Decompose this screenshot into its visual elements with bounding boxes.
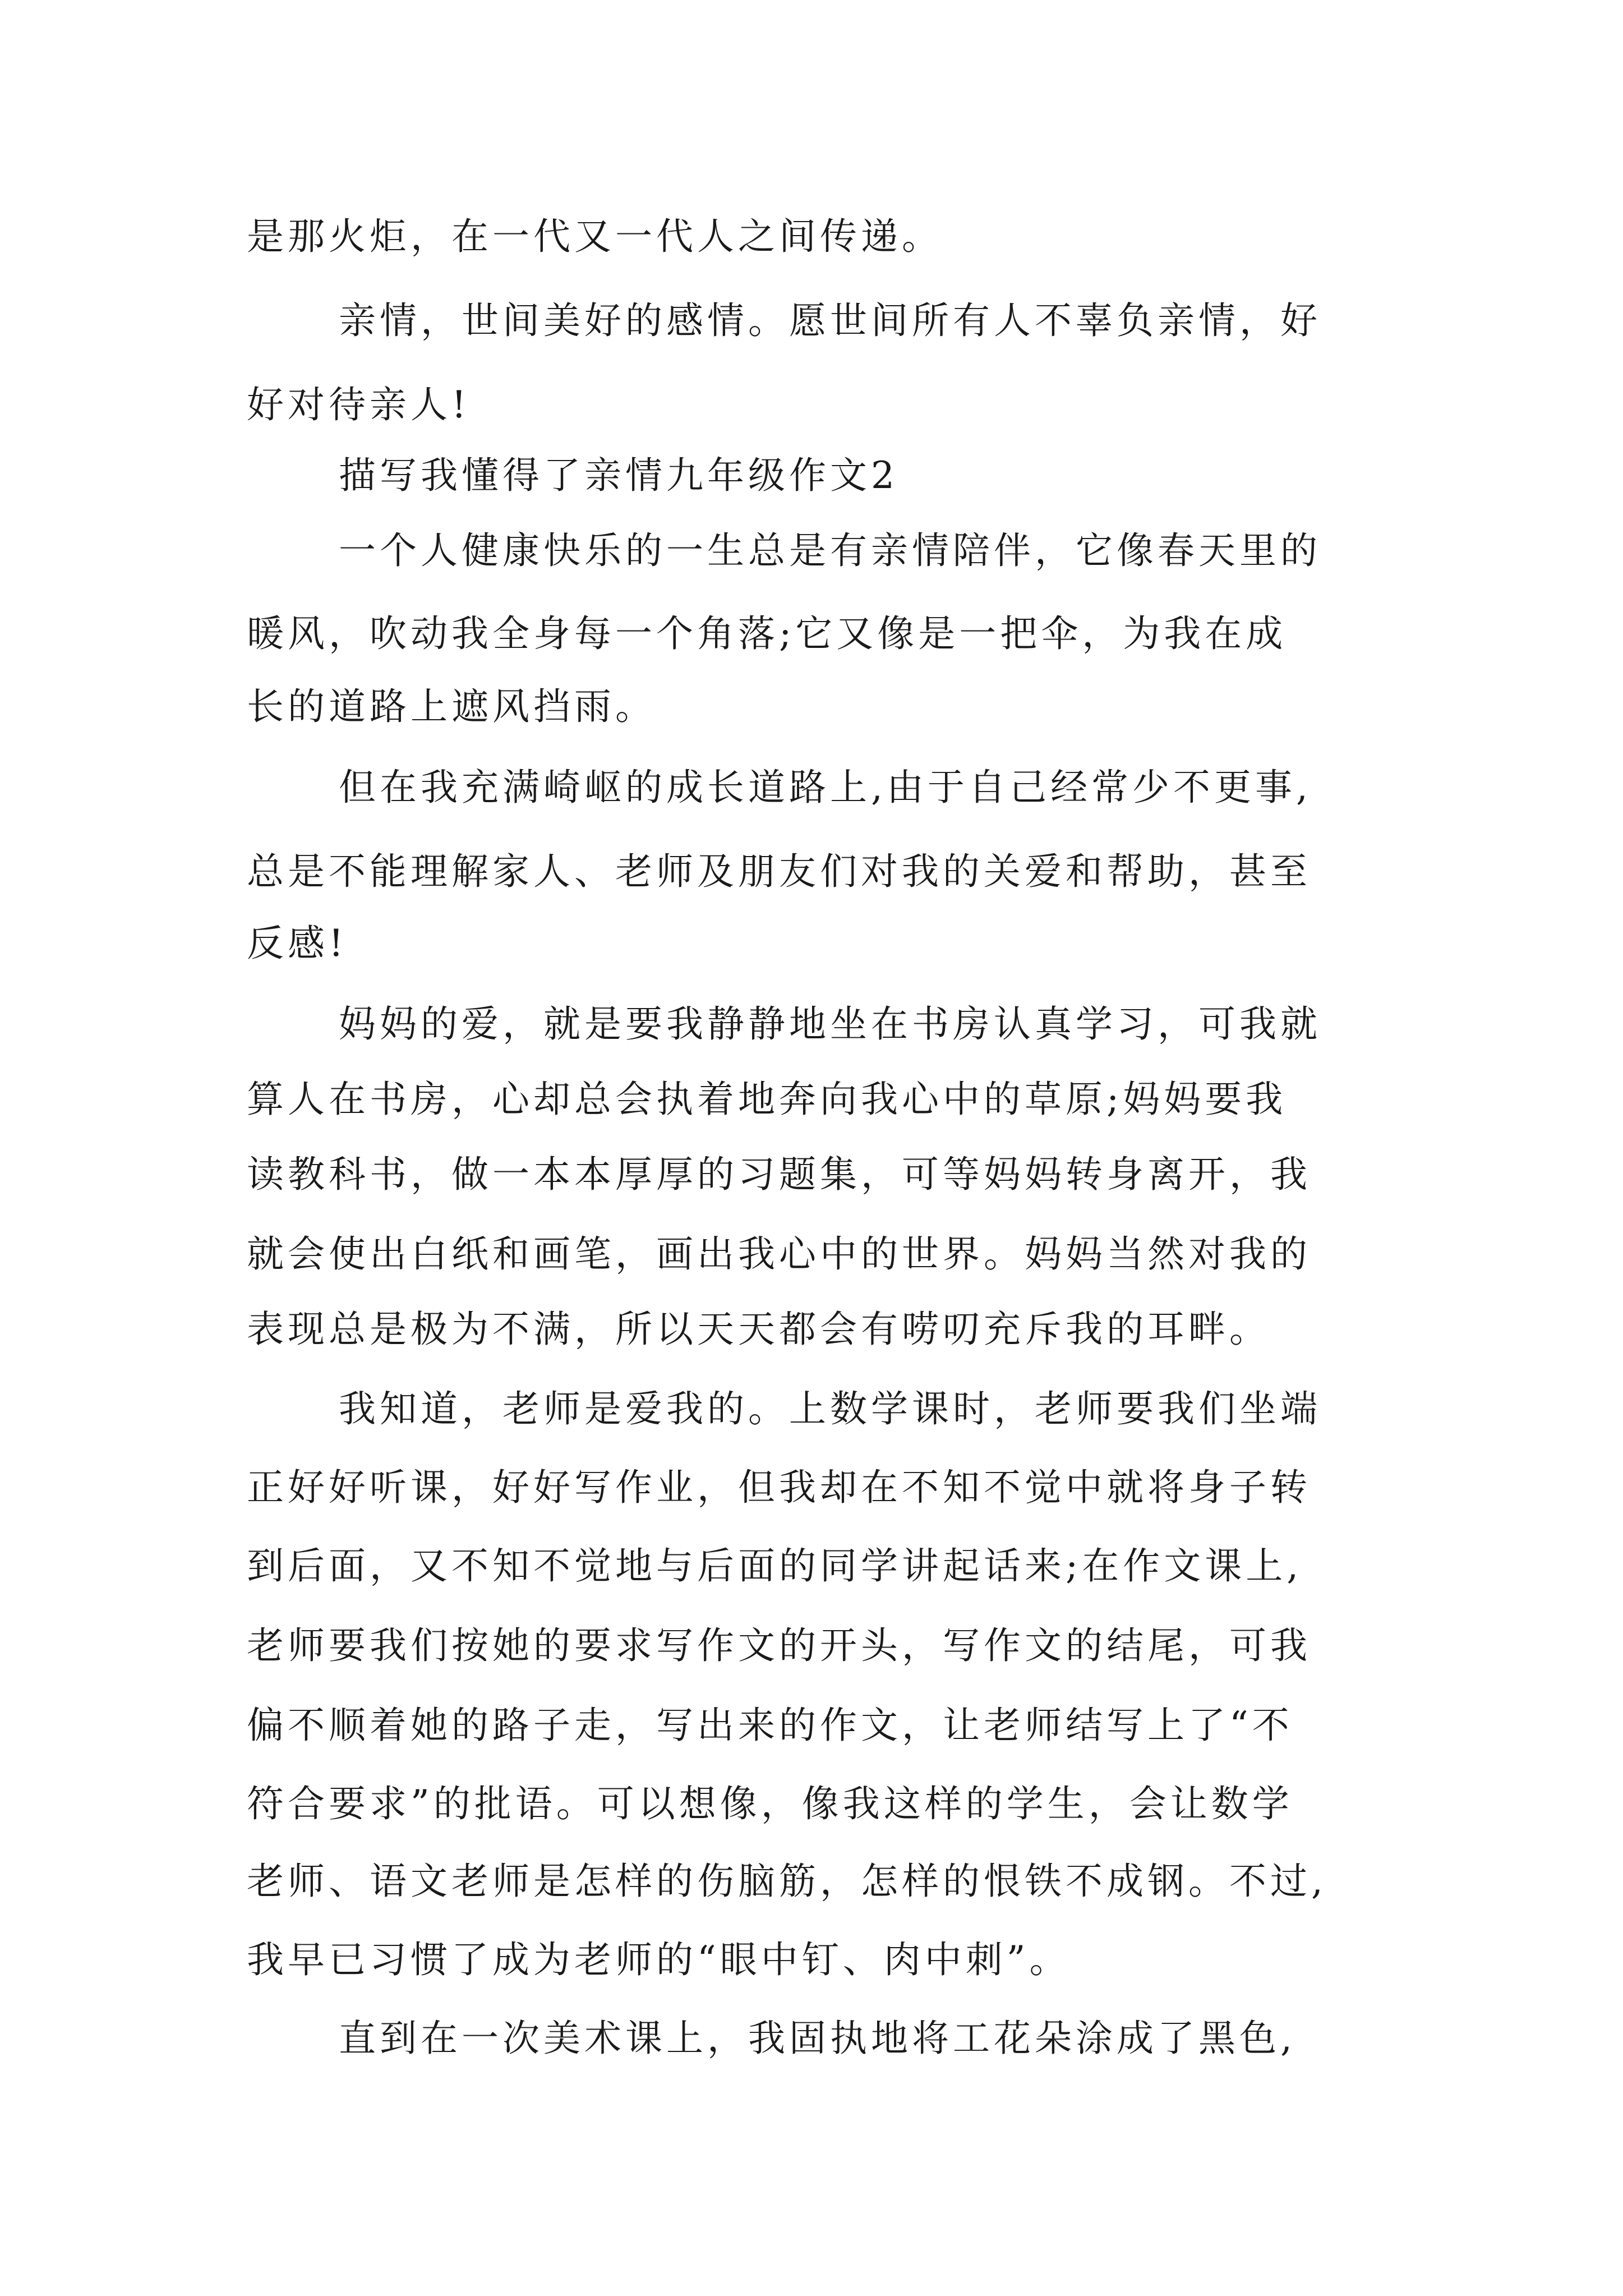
- text-line: 但在我充满崎岖的成长道路上,由于自己经常少不更事,: [339, 766, 1312, 809]
- text-line: 我知道，老师是爱我的。上数学课时，老师要我们坐端: [339, 1387, 1321, 1430]
- text-line: 表现总是极为不满，所以天天都会有唠叨充斥我的耳畔。: [247, 1308, 1270, 1351]
- section-heading: 描写我懂得了亲情九年级作文2: [339, 454, 898, 497]
- text-line: 长的道路上遮风挡雨。: [247, 685, 656, 728]
- text-line: 算人在书房，心却总会执着地奔向我心中的草原;妈妈要我: [247, 1078, 1287, 1121]
- text-line: 读教科书，做一本本厚厚的习题集，可等妈妈转身离开，我: [247, 1153, 1311, 1196]
- text-line: 我早已习惯了成为老师的“眼中钉、肉中刺”。: [247, 1938, 1071, 1981]
- text-line: 一个人健康快乐的一生总是有亲情陪伴，它像春天里的: [339, 529, 1321, 572]
- text-line: 偏不顺着她的路子走，写出来的作文，让老师结写上了“不: [247, 1704, 1293, 1747]
- text-line: 就会使出白纸和画笔，画出我心中的世界。妈妈当然对我的: [247, 1232, 1311, 1276]
- text-line: 反感!: [247, 922, 348, 965]
- text-line: 妈妈的爱，就是要我静静地坐在书房认真学习，可我就: [339, 1002, 1321, 1046]
- text-line: 到后面，又不知不觉地与后面的同学讲起话来;在作文课上,: [247, 1544, 1303, 1588]
- text-line: 正好好听课，好好写作业，但我却在不知不觉中就将身子转: [247, 1466, 1311, 1509]
- text-line: 直到在一次美术课上，我固执地将工花朵涂成了黑色,: [339, 2017, 1296, 2060]
- text-line: 符合要求”的批语。可以想像，像我这样的学生，会让数学: [247, 1782, 1293, 1825]
- text-line: 是那火炬，在一代又一代人之间传递。: [247, 215, 943, 258]
- text-line: 暖风，吹动我全身每一个角落;它又像是一把伞，为我在成: [247, 612, 1287, 655]
- text-line: 好对待亲人!: [247, 383, 471, 426]
- text-line: 亲情，世间美好的感情。愿世间所有人不辜负亲情，好: [339, 299, 1321, 342]
- text-line: 老师要我们按她的要求写作文的开头，写作文的结尾，可我: [247, 1624, 1311, 1667]
- text-line: 总是不能理解家人、老师及朋友们对我的关爱和帮助，甚至: [247, 850, 1311, 893]
- text-line: 老师、语文老师是怎样的伤脑筋，怎样的恨铁不成钢。不过,: [247, 1860, 1327, 1903]
